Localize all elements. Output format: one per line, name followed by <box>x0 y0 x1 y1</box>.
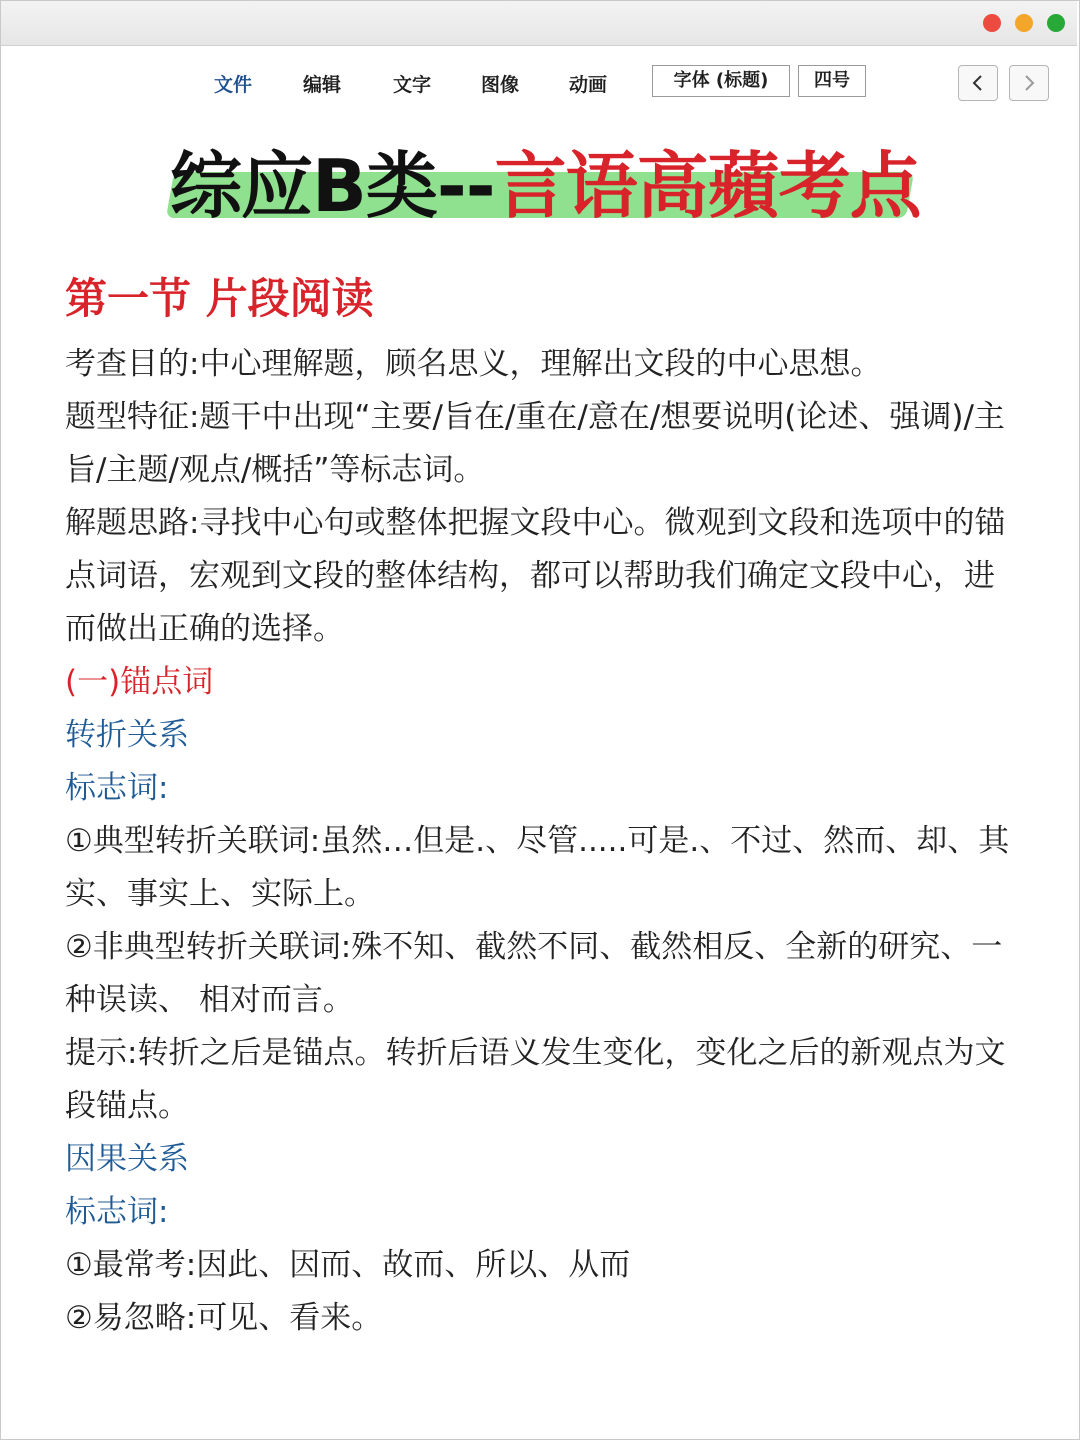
paragraph-purpose: 考查目的:中心理解题，顾名思义，理解出文段的中心思想。 <box>65 346 882 382</box>
font-size-select[interactable]: 四号 <box>798 65 866 97</box>
page-title <box>170 128 921 232</box>
paragraph-atypical-turn: ②非典型转折关联词:殊不知、截然不同、截然相反、全新的研究、一种误读、 相对而言。 <box>65 929 1003 1018</box>
heading-turn-relation: 转折关系 <box>65 717 189 753</box>
paragraph-approach: 解题思路:寻找中心句或整体把握文段中心。微观到文段和选项中的锚点词语，宏观到文段的整体结构，都可以帮助我们确定文段中心，进而做出正确的选择。 <box>65 505 1006 647</box>
back-button[interactable] <box>958 65 998 101</box>
paragraph-common: ①最常考:因此、因而、故而、所以、从而 <box>65 1247 631 1283</box>
paragraph-typical-turn: ①典型转折关联词:虽然…但是.、尽管.....可是.、不过、然而、却、其实、事实上、实际上。 <box>65 823 1010 912</box>
heading-marker-words-1: 标志词: <box>65 770 169 806</box>
forward-button[interactable] <box>1009 65 1049 101</box>
chevron-right-icon <box>1022 73 1036 93</box>
font-style-select[interactable]: 字体 (标题) <box>652 65 790 97</box>
menu-edit[interactable]: 编辑 <box>303 74 342 96</box>
title-part-red: 言语高蘋考点 <box>494 144 921 228</box>
minimize-button[interactable] <box>1015 14 1033 32</box>
title-part-black: 综应B类-- <box>170 144 495 228</box>
heading-cause-relation: 因果关系 <box>65 1141 189 1177</box>
paragraph-tip: 提示:转折之后是锚点。转折后语义发生变化，变化之后的新观点为文段锚点。 <box>65 1035 1006 1124</box>
maximize-button[interactable] <box>1047 14 1065 32</box>
close-button[interactable] <box>983 14 1001 32</box>
chevron-left-icon <box>971 73 985 93</box>
section-title: 第一节 片段阅读 <box>65 274 374 323</box>
toolbar <box>0 60 1080 104</box>
title-bar <box>1 1 1077 46</box>
paragraph-overlooked: ②易忽略:可见、看来。 <box>65 1300 383 1336</box>
menu-text[interactable]: 文字 <box>393 74 432 96</box>
menu-file[interactable]: 文件 <box>214 74 253 96</box>
heading-marker-words-2: 标志词: <box>65 1194 169 1230</box>
document-body <box>65 338 1025 1345</box>
document-title <box>170 128 921 228</box>
menu-image[interactable]: 图像 <box>481 74 520 96</box>
menu-animation[interactable]: 动画 <box>569 74 608 96</box>
heading-anchor-words: (一)锚点词 <box>65 664 214 700</box>
paragraph-features: 题型特征:题干中出现“主要/旨在/重在/意在/想要说明(论述、强调)/主 旨/主题/观点/概括”等标志词。 <box>65 399 1005 488</box>
